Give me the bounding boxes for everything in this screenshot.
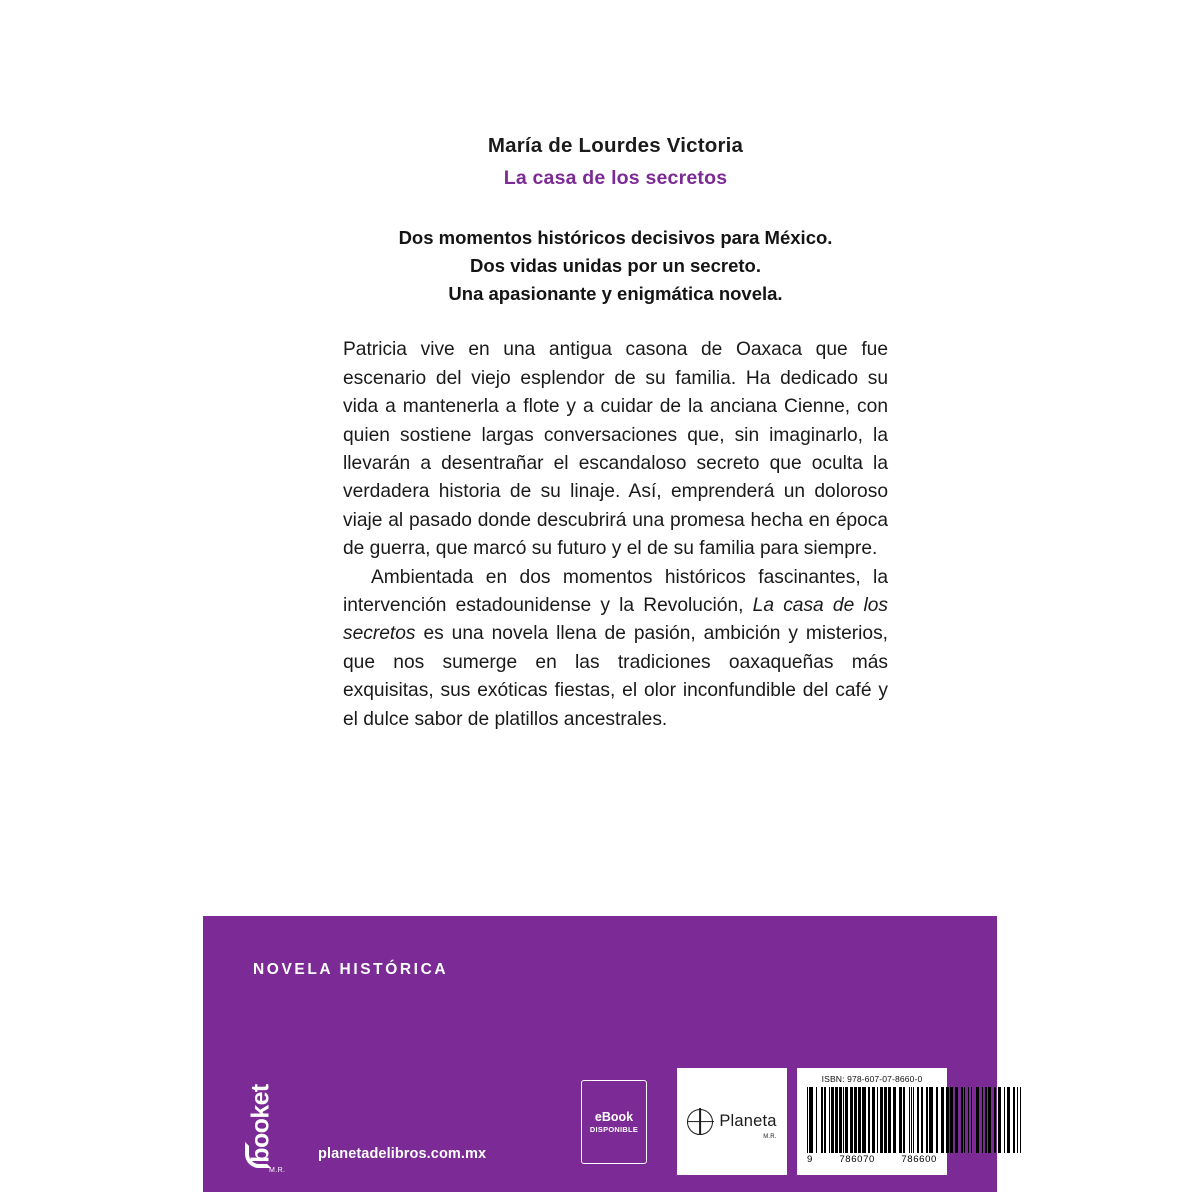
- booket-imprint-logo: [239, 1024, 285, 1174]
- tagline: [343, 224, 888, 308]
- blurb: [343, 336, 888, 734]
- tagline-line-2: Dos vidas unidas por un secreto.: [470, 255, 761, 277]
- planeta-logo: [687, 1109, 777, 1140]
- publisher-trademark: M.R.: [763, 1134, 777, 1140]
- website-url: planetadelibros.com.mx: [318, 1146, 487, 1162]
- publisher-logo-box: [677, 1068, 787, 1175]
- ebook-available-badge: [581, 1080, 647, 1164]
- publisher-name-text: Planeta: [719, 1112, 777, 1130]
- cover-lower-purple-area: [203, 916, 997, 1192]
- cover-text-block: [343, 133, 888, 734]
- blurb-p2-part1: Ambientada en dos momentos históricos fascinantes, la intervención estadounidense y la Revolución,: [343, 566, 888, 616]
- barcode-digit-left: 9: [807, 1154, 813, 1165]
- book-title: La casa de los secretos: [503, 166, 728, 189]
- cover-upper-white-area: [203, 8, 997, 916]
- isbn-barcode-box: [797, 1068, 947, 1175]
- barcode-icon: [803, 1087, 941, 1153]
- tagline-line-1: Dos momentos históricos decisivos para México.: [398, 226, 833, 248]
- tagline-line-3: Una apasionante y enigmática novela.: [448, 283, 783, 305]
- barcode-digits-right: 786600: [901, 1154, 937, 1165]
- ebook-badge-line-1: eBook: [594, 1109, 634, 1124]
- booket-wordmark: booket: [246, 1084, 275, 1163]
- barcode-digits: [803, 1153, 941, 1165]
- publisher-name: [719, 1112, 777, 1140]
- booket-swoosh-icon: [245, 1142, 271, 1168]
- author-name: María de Lourdes Victoria: [487, 134, 744, 157]
- barcode-digits-mid: 786070: [839, 1154, 875, 1165]
- blurb-paragraph-1: Patricia vive en una antigua casona de Oaxaca que fue escenario del viejo esplendor de su familia. Ha dedicado su vida a mantenerla a flote y a cuidar de la anciana Cienne, con quien sostiene largas conversaciones que, sin imaginarlo, la llevarán a desentrañar el escandaloso secreto que oculta la verdadera historia de su linaje. Así, emprenderá un doloroso viaje al pasado donde descubrirá una promesa hecha en época de guerra, que marcó su futuro y el de su familia para siempre.: [343, 339, 888, 560]
- globe-icon: [687, 1109, 713, 1135]
- isbn-text: ISBN: 978-607-07-8660-0: [821, 1074, 923, 1084]
- genre-label: NOVELA HISTÓRICA: [253, 961, 449, 978]
- book-back-cover: [203, 8, 997, 1192]
- ebook-badge-line-2: DISPONIBLE: [589, 1125, 639, 1135]
- blurb-p2-part2: es una novela llena de pasión, ambición y misterios, que nos sumerge en las tradiciones oaxaqueñas más exquisitas, sus exóticas fiestas, el olor inconfundible del café y el dulce sabor de platillos ancestrales.: [343, 623, 888, 730]
- blurb-paragraph-2: [343, 564, 888, 734]
- blurb-p2-title-italic: La casa de los secretos: [343, 594, 888, 645]
- booket-trademark: M.R.: [269, 1167, 286, 1174]
